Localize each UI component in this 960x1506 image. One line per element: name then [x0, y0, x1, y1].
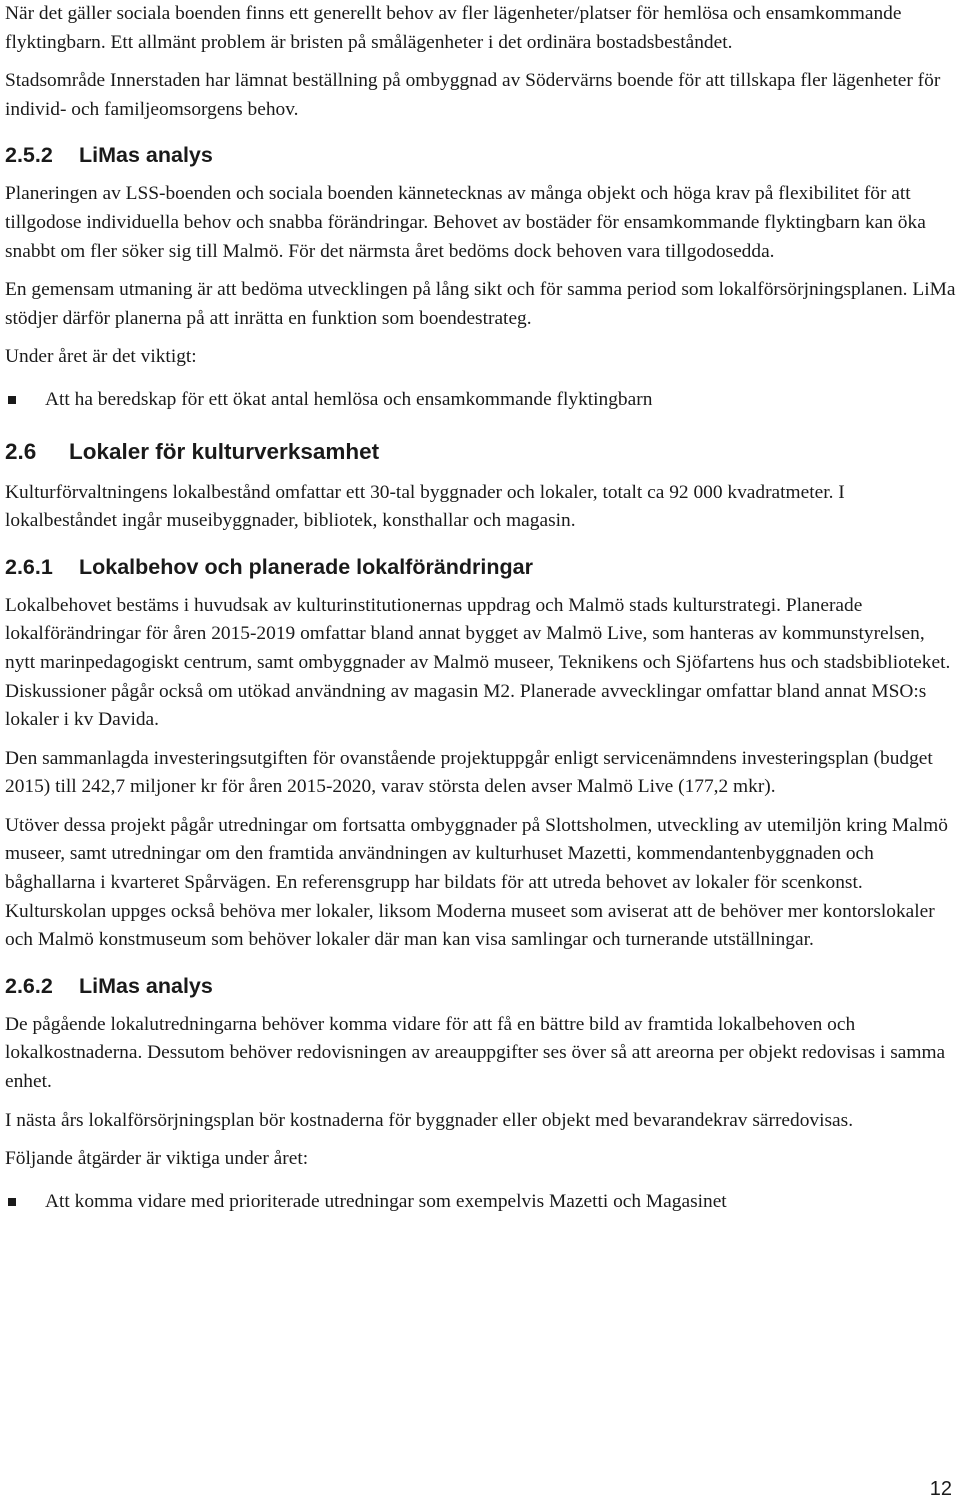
square-bullet-icon	[8, 396, 16, 404]
body-paragraph: Lokalbehovet bestäms i huvudsak av kulturinstitutionernas uppdrag och Malmö stads kulturstrategi. Planerade lokalförändringar för åren 2015-2019 omfattar bland annat bygget av Malmö Live, som hanteras av kommunstyrelsen, nytt marinpedagogiskt centrum, samt ombyggnader av Malmö museer, Teknikens och Sjöfartens hus och stadsbiblioteket. Diskussioner pågår också om utökad användning av magasin M2. Planerade avvecklingar omfattar bland annat MSO:s lokaler i kv Davida.	[5, 594, 951, 731]
section-number: 2.6.1	[5, 554, 53, 579]
body-paragraph: Planeringen av LSS-boenden och sociala boenden kännetecknas av många objekt och höga krav på flexibilitet för att tillgodose individuella behov och snabba förändringar. Behovet av bostäder för ensamkommande flyktingbarn kan öka snabbt om fler söker sig till Malmö. För det närmsta året bedöms dock behoven vara tillgodosedda.	[5, 183, 926, 262]
square-bullet-icon	[8, 1198, 16, 1206]
body-paragraph: Den sammanlagda investeringsutgiften för ovanstående projektuppgår enligt servicenämndens investeringsplan (budget 2015) till 242,7 miljoner kr för åren 2015-2020, varav största delen avser Malmö Live (177,2 mkr).	[5, 747, 933, 798]
body-paragraph: Under året är det viktigt:	[5, 346, 197, 368]
bullet-list-item	[5, 1188, 957, 1217]
section-title: Lokalbehov och planerade lokalförändringar	[79, 554, 533, 579]
body-paragraph: Kulturförvaltningens lokalbestånd omfattar ett 30-tal byggnader och lokaler, totalt ca 92 000 kvadratmeter. I lokalbeståndet ingår museibyggnader, bibliotek, konsthallar och magasin.	[5, 481, 845, 532]
section-heading-2-6-2	[5, 971, 957, 1001]
body-paragraph: De pågående lokalutredningarna behöver komma vidare för att få en bättre bild av framtida lokalbehoven och lokalkostnaderna. Dessutom behöver redovisningen av areauppgifter ses över så att areorna per objekt redovisas i samma enhet.	[5, 1013, 946, 1093]
section-heading-2-5-2	[5, 140, 957, 170]
page-content	[5, 0, 957, 1226]
section-heading-2-6-1	[5, 552, 957, 582]
section-number: 2.5.2	[5, 143, 53, 168]
bullet-list-item	[5, 386, 957, 415]
section-heading-2-6	[5, 437, 957, 467]
body-paragraph: Följande åtgärder är viktiga under året:	[5, 1148, 309, 1170]
body-paragraph: Stadsområde Innerstaden har lämnat beställning på ombyggnad av Södervärns boende för att tillskapa fler lägenheter för individ- och familjeomsorgens behov.	[5, 70, 941, 120]
section-title: LiMas analys	[79, 143, 213, 168]
bullet-text: Att ha beredskap för ett ökat antal hemlösa och ensamkommande flyktingbarn	[45, 388, 653, 410]
section-number: 2.6.2	[5, 973, 53, 998]
body-paragraph: I nästa års lokalförsörjningsplan bör kostnaderna för byggnader eller objekt med bevarandekrav särredovisas.	[5, 1109, 854, 1131]
body-paragraph: När det gäller sociala boenden finns ett generellt behov av fler lägenheter/platser för hemlösa och ensamkommande flyktingbarn. Ett allmänt problem är bristen på smålägenheter i det ordinära bostadsbeståndet.	[5, 3, 902, 53]
body-paragraph: En gemensam utmaning är att bedöma utvecklingen på lång sikt och för samma period som lokalförsörjningsplanen. LiMa stödjer därför planerna på att inrätta en funktion som boendestrateg.	[5, 279, 956, 329]
section-title: LiMas analys	[79, 973, 213, 998]
page-number: 12	[929, 1478, 952, 1500]
section-number: 2.6	[5, 438, 37, 464]
body-paragraph: Utöver dessa projekt pågår utredningar om fortsatta ombyggnader på Slottsholmen, utveckling av utemiljön kring Malmö museer, samt utredningar om den framtida användningen av kulturhuset Mazetti, kommendantenbyggnaden och båghallarna i kvarteret Spårvägen. En referensgrupp har bildats för att utreda behovet av lokaler för scenkonst. Kulturskolan uppges också behöva mer lokaler, liksom Moderna museet som aviserat att de behöver mer kontorslokaler och Malmö konstmuseum som behöver lokaler där man kan visa samlingar och turnerande utställningar.	[5, 814, 948, 951]
section-title: Lokaler för kulturverksamhet	[69, 438, 380, 464]
bullet-text: Att komma vidare med prioriterade utredningar som exempelvis Mazetti och Magasinet	[45, 1190, 727, 1212]
